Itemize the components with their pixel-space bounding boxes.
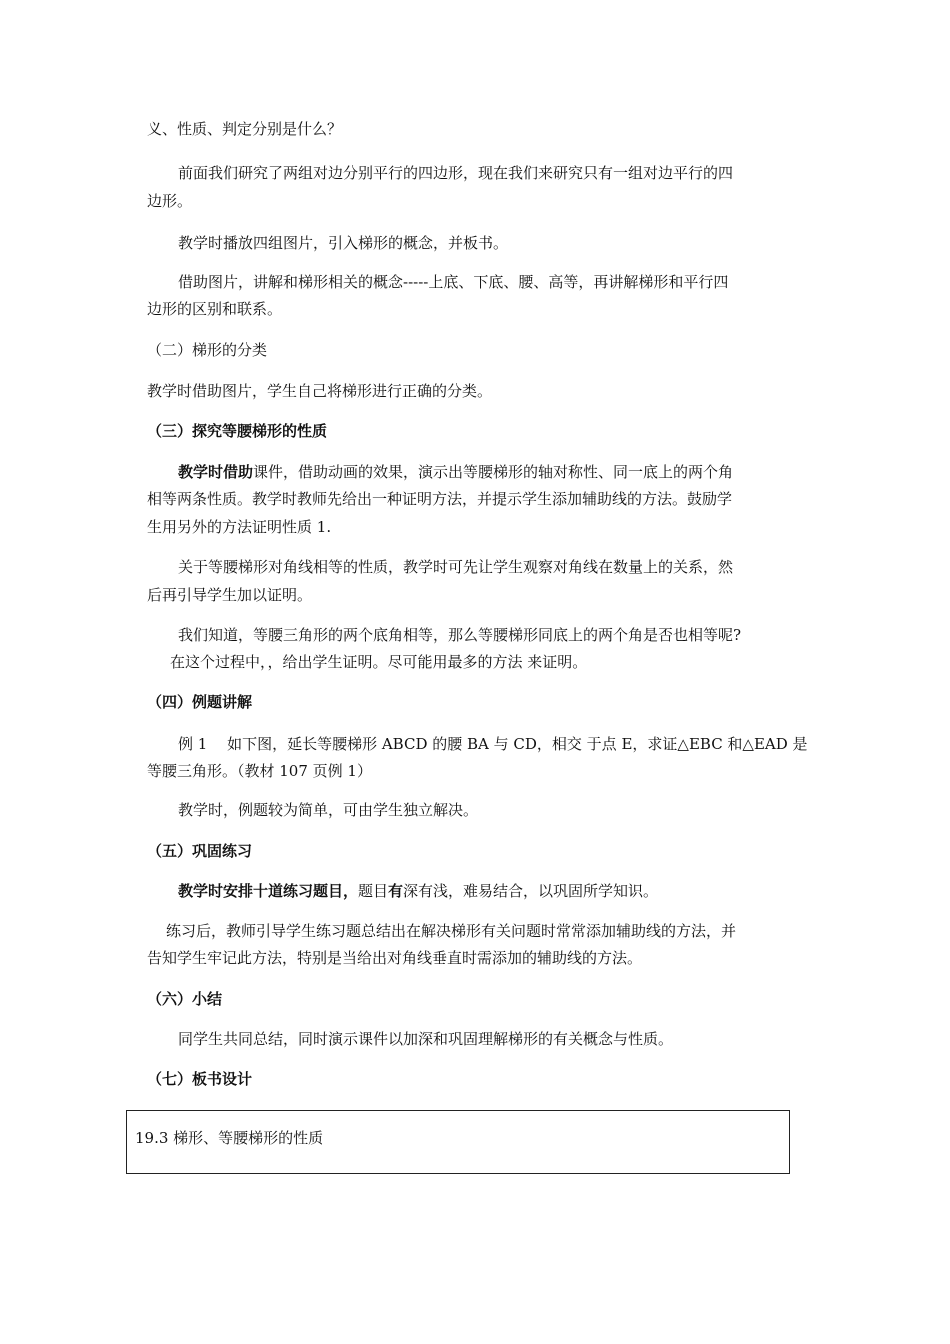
text-span: 课件，借助动画的效果，演示出等腰梯形的轴对称性、同一底上的两个角 [253,463,734,481]
paragraph-line: 等腰三角形。（教材 107 页例 1） [147,762,372,780]
paragraph-line: 前面我们研究了两组对边分别平行的四边形，现在我们来研究只有一组对边平行的四 [178,164,734,182]
paragraph-line: 关于等腰梯形对角线相等的性质，教学时可先让学生观察对角线在数量上的关系，然 [178,558,734,576]
section-heading-5: （五）巩固练习 [147,842,253,860]
board-design-box [126,1110,790,1174]
board-title: 19.3 梯形、等腰梯形的性质 [135,1129,324,1147]
section-heading-3: （三）探究等腰梯形的性质 [147,422,328,440]
paragraph-line: 例 1 如下图，延长等腰梯形 ABCD 的腰 BA 与 CD，相交 于点 E，求证△EBC 和△EAD 是 [178,735,808,753]
section-heading-7: （七）板书设计 [147,1070,253,1088]
paragraph-line: 边形。 [147,192,193,210]
section-heading-4: （四）例题讲解 [147,693,253,711]
paragraph-line [178,880,658,902]
paragraph-line: 我们知道，等腰三角形的两个底角相等，那么等腰梯形同底上的两个角是否也相等呢? [178,626,742,644]
bold-text: 教学时安排十道练习题目， [178,882,359,900]
paragraph-line: 义、性质、判定分别是什么？ [147,120,343,138]
text-span: 深有浅，难易结合，以巩固所学知识。 [403,882,659,900]
paragraph-line: 同学生共同总结，同时演示课件以加深和巩固理解梯形的有关概念与性质。 [178,1030,674,1048]
text-span: 题目 [358,882,389,900]
paragraph-line [178,461,733,483]
paragraph-line: 在这个过程中，，给出学生证明。尽可能用最多的方法 来证明。 [170,653,588,671]
bold-text: 教学时借助 [178,463,254,481]
section-heading-6: （六）小结 [147,990,223,1008]
paragraph-line: 生用另外的方法证明性质 1. [147,518,332,536]
paragraph-line: 教学时借助图片，学生自己将梯形进行正确的分类。 [147,382,493,400]
section-heading-2: （二）梯形的分类 [147,341,268,359]
bold-text: 有 [388,882,404,900]
paragraph-line: 教学时播放四组图片，引入梯形的概念，并板书。 [178,234,509,252]
paragraph-line: 相等两条性质。教学时教师先给出一种证明方法，并提示学生添加辅助线的方法。鼓励学 [147,490,733,508]
paragraph-line: 边形的区别和联系。 [147,300,283,318]
paragraph-line: 教学时，例题较为简单，可由学生独立解决。 [178,801,479,819]
paragraph-line: 借助图片，讲解和梯形相关的概念-----上底、下底、腰、高等，再讲解梯形和平行四 [178,273,729,291]
paragraph-line: 练习后，教师引导学生练习题总结出在解决梯形有关问题时常常添加辅助线的方法，并 [166,922,737,940]
paragraph-line: 后再引导学生加以证明。 [147,586,313,604]
paragraph-line: 告知学生牢记此方法，特别是当给出对角线垂直时需添加的辅助线的方法。 [147,949,643,967]
